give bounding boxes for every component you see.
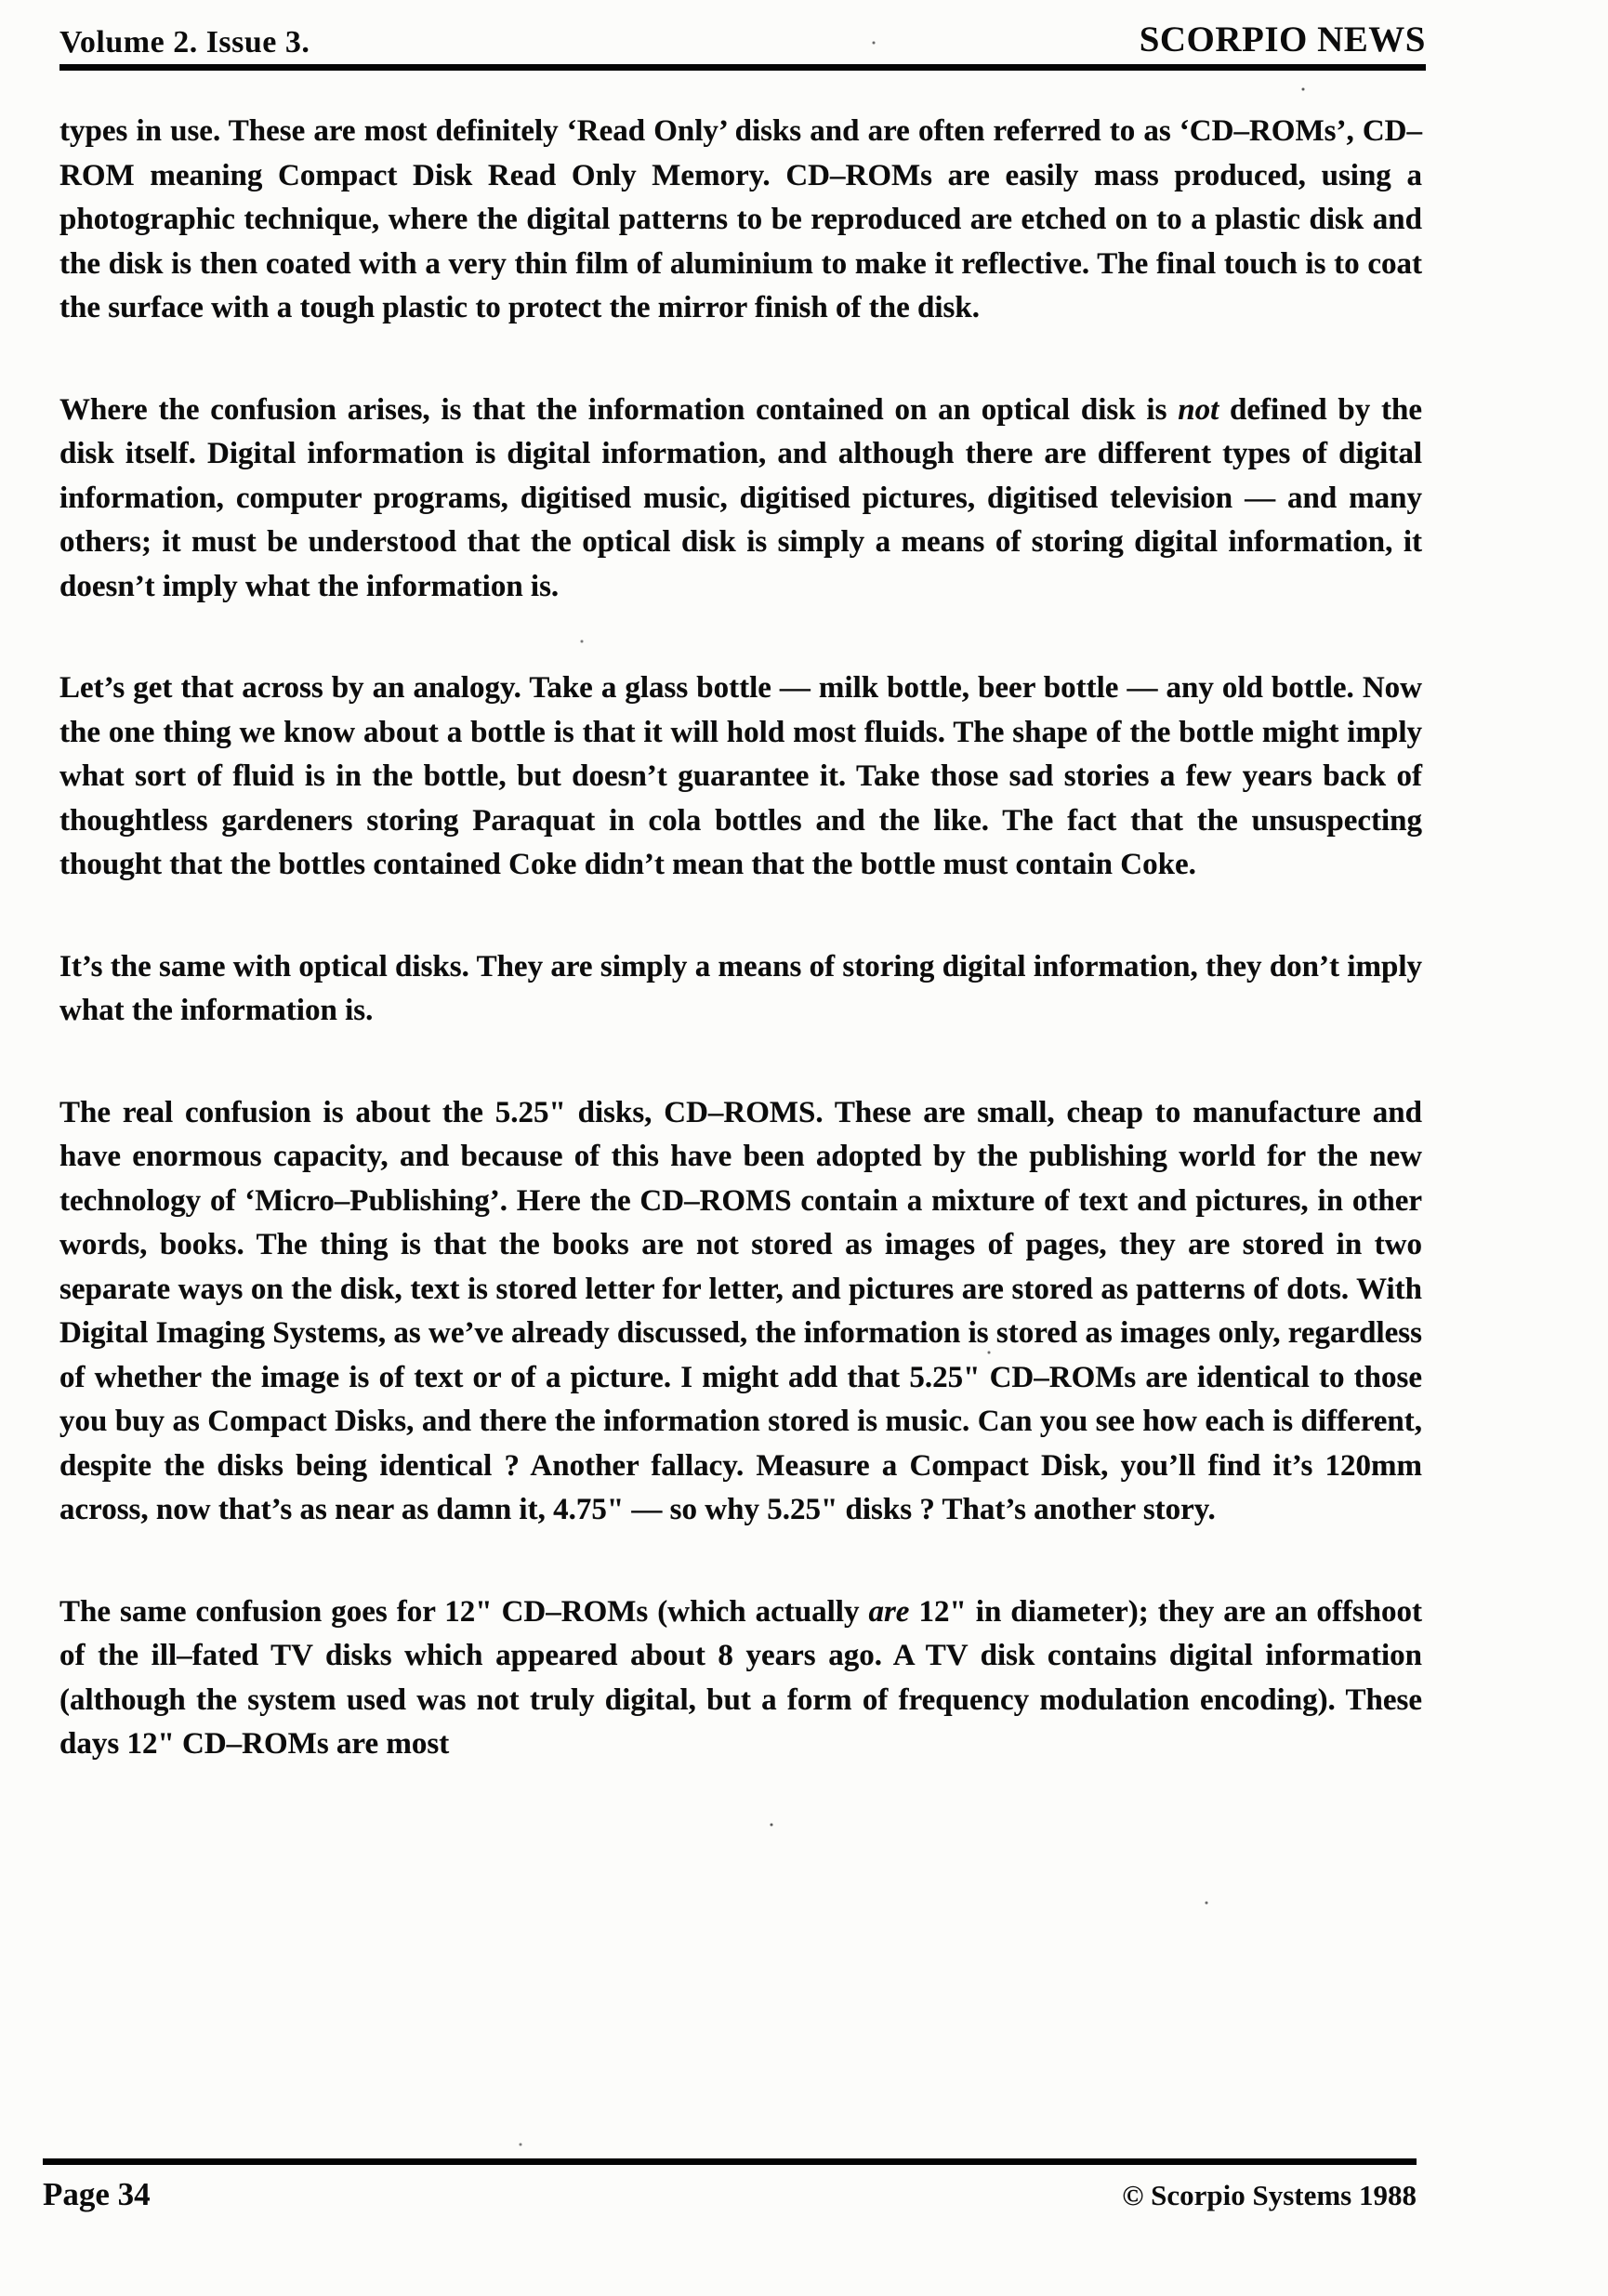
text-run: defined by the disk itself. Digital information is digital information, and although there are different types of digital information, computer programs, digitised music, digitised pictures, digitised television — and many others; it must be understood that the optical disk is simply a means of storing digital information, it doesn’t imply what the information is.	[59, 392, 1422, 603]
text-run: Let’s get that across by an analogy. Take a glass bottle — milk bottle, beer bottle — any old bottle. Now the one thing we know about a bottle is that it will hold most fluids. The shape of the bottle might imply what sort of fluid is in the bottle, but doesn’t guarantee it. Take those sad stories a few years back of thoughtless gardeners storing Paraquat in cola bottles and the like. The fact that the unsuspecting thought that the bottles contained Coke didn’t mean that the bottle must contain Coke.	[59, 671, 1422, 881]
paragraph	[59, 110, 1422, 331]
paragraph	[59, 666, 1422, 888]
text-run: types in use. These are most definitely ‘Read Only’ disks and are often referred to as ‘CD–ROMs’, CD–ROM meaning Compact Disk Read Only Memory. CD–ROMs are easily mass produced, using a photographic technique, where the digital patterns to be reproduced are etched on to a plastic disk and the disk is then coated with a very thin film of aluminium to make it reflective. The final touch is to coat the surface with a tough plastic to protect the mirror finish of the disk.	[59, 114, 1422, 324]
publication-title: SCORPIO NEWS	[1139, 20, 1426, 59]
text-run: 12" in diameter); they are an offshoot of the ill–fated TV disks which appeared about 8 years ago. A TV disk contains digital information (although the system used was not truly digital, but a form of frequency modulation encoding). These days 12" CD–ROMs are most	[59, 1594, 1423, 1761]
page-footer	[43, 2158, 1417, 2213]
text-run: Where the confusion arises, is that the information contained on an optical disk is	[59, 392, 1179, 427]
text-run: It’s the same with optical disks. They are simply a means of storing digital information, they don’t imply what the information is.	[59, 949, 1422, 1027]
text-run: The real confusion is about the 5.25" disks, CD–ROMS. These are small, cheap to manufacture and have enormous capacity, and because of this have been adopted by the publishing world for the new technology of ‘Micro–Publishing’. Here the CD–ROMS contain a mixture of text and pictures, in other words, books. The thing is that the books are not stored as images of pages, they are stored in two separate ways on the disk, text is stored letter for letter, and pictures are stored as patterns of dots. With Digital Imaging Systems, as we’ve already discussed, the information is stored as images only, regardless of whether the image is of text or of a picture. I might add that 5.25" CD–ROMs are identical to those you buy as Compact Disks, and there the information stored is music. Can you see how each is different, despite the disks being identical ? Another fallacy. Measure a Compact Disk, you’ll find it’s 120mm across, now that’s as near as damn it, 4.75" — so why 5.25" disks ? That’s another story.	[59, 1095, 1422, 1526]
paragraph	[59, 389, 1422, 610]
page-header	[59, 19, 1426, 71]
paragraph	[59, 945, 1422, 1034]
paragraph	[59, 1590, 1422, 1767]
paragraph	[59, 1091, 1422, 1533]
italic-text-run: not	[1178, 392, 1219, 427]
text-run: The same confusion goes for 12" CD–ROMs (which actually	[59, 1594, 869, 1629]
issue-label: Volume 2. Issue 3.	[59, 25, 310, 59]
article-body	[59, 110, 1422, 1825]
copyright-notice: © Scorpio Systems 1988	[1122, 2179, 1417, 2211]
italic-text-run: are	[868, 1594, 910, 1629]
page-number: Page 34	[43, 2176, 151, 2212]
